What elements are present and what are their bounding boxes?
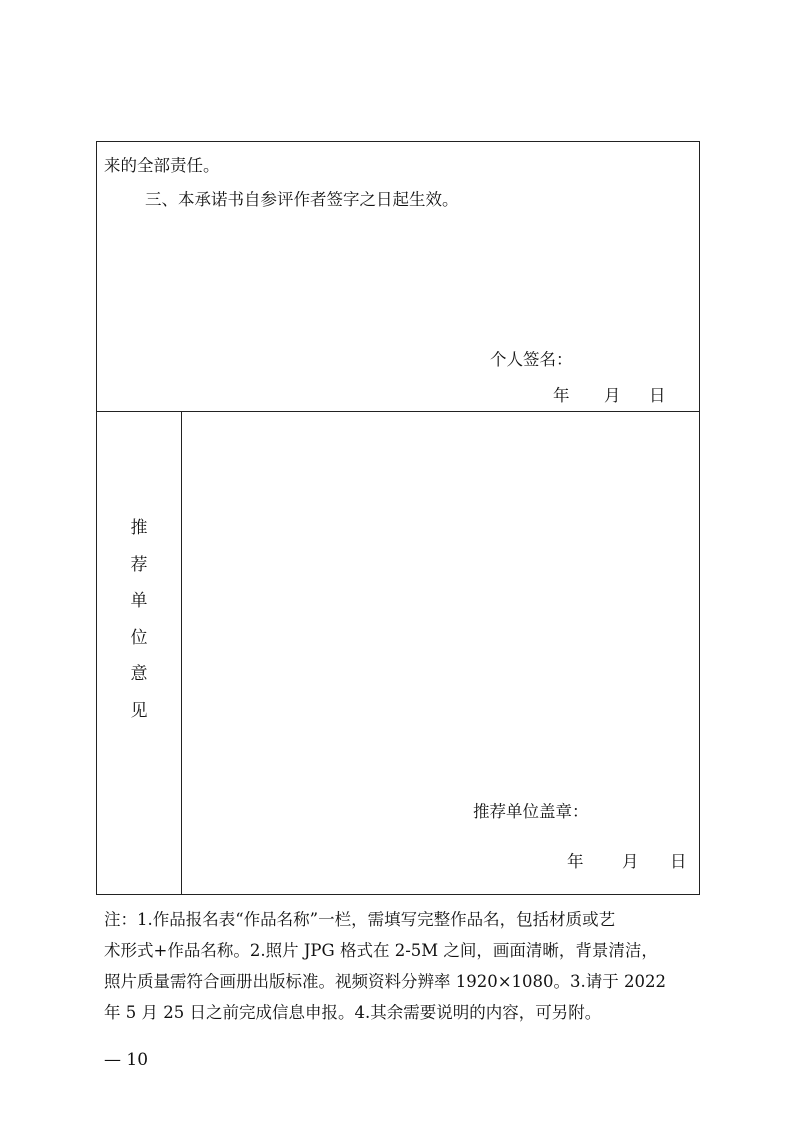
footnote-line: 术形式+作品名称。2.照片 JPG 格式在 2-5M 之间，画面清晰，背景清洁， xyxy=(104,941,658,960)
seal-label: 推荐单位盖章： xyxy=(473,802,589,821)
footnote-line: 照片质量需符合画册出版标准。视频资料分辨率 1920×1080。3.请于 2022 xyxy=(104,972,667,991)
footnote xyxy=(104,904,696,1028)
label-char: 位 xyxy=(130,627,148,648)
commitment-cell xyxy=(96,141,700,412)
label-char: 意 xyxy=(130,664,148,684)
footnote-line: 注：1.作品报名表“作品名称”一栏，需填写完整作品名，包括材质或艺 xyxy=(104,910,616,929)
signature-date-day: 日 xyxy=(649,386,666,405)
label-char: 推 xyxy=(130,518,148,538)
signature-date-month: 月 xyxy=(604,386,621,405)
seal-date-day: 日 xyxy=(670,852,687,871)
signature-label: 个人签名： xyxy=(490,350,573,369)
commitment-line-1: 来的全部责任。 xyxy=(104,156,220,175)
commitment-line-2: 三、本承诺书自参评作者签字之日起生效。 xyxy=(145,190,459,209)
seal-date-month: 月 xyxy=(622,852,639,871)
label-char: 见 xyxy=(130,700,148,721)
label-char: 荐 xyxy=(130,554,148,575)
label-char: 单 xyxy=(130,591,148,611)
recommender-opinion-label xyxy=(96,510,182,729)
recommender-cell xyxy=(96,411,700,895)
signature-date-year: 年 xyxy=(553,386,570,405)
footnote-line: 年 5 月 25 日之前完成信息申报。4.其余需要说明的内容，可另附。 xyxy=(104,1003,602,1022)
seal-date-year: 年 xyxy=(567,852,584,871)
page-number: — 10 xyxy=(104,1050,149,1070)
